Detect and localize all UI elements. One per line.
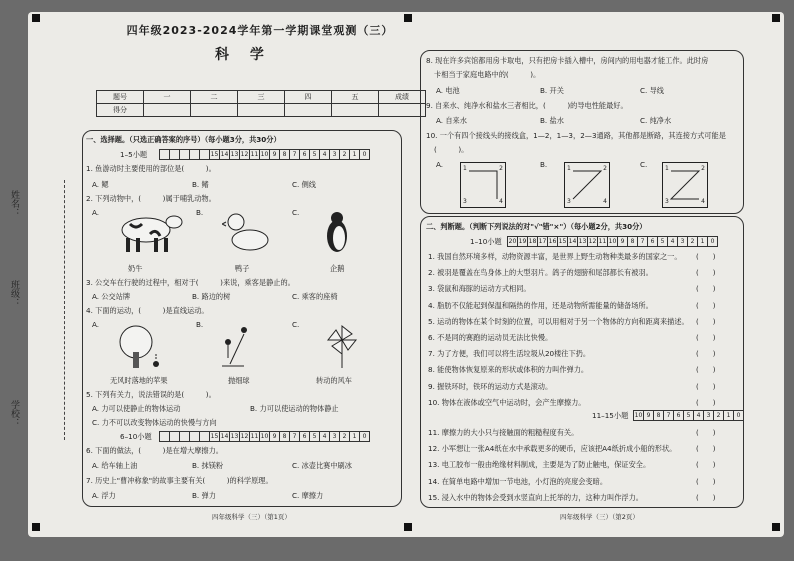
apple-tree-image [110,324,170,370]
answer-paren[interactable]: ( ) [696,445,716,454]
judge-item: 4. 脂肪不仅能起到保温和隔热的作用，还是动物所需能量的储备场所。 [428,300,653,310]
option[interactable]: C. 纯净水 [640,116,672,125]
score-input-cell[interactable] [285,104,332,117]
grid-cell[interactable]: 10 [608,238,617,245]
grid-cell[interactable]: 0 [707,236,718,247]
judge-item: 13. 电工胶布一般由绝缘材料制成，主要是为了防止触电，保证安全。 [428,460,651,470]
grid-cell[interactable]: 10 [260,151,269,158]
answer-paren[interactable]: ( ) [696,461,716,470]
answer-paren[interactable]: ( ) [696,493,716,502]
grid-cell[interactable]: 11 [250,151,259,158]
grid-cell[interactable]: 7 [289,149,300,160]
option[interactable]: A. 自来水 [436,116,467,125]
question-2: 2. 下列动物中，( )属于哺乳动物。 [86,194,216,203]
grid-cell[interactable]: 13 [230,151,239,158]
grid-cell[interactable]: 8 [279,431,290,442]
grid-cell[interactable]: 8 [653,410,664,421]
image-caption: 无风时落地的苹果 [110,376,168,385]
judge-item: 8. 能使物体恢复原来的形状或体积的力叫作弹力。 [428,365,589,375]
image-caption: 抛细球 [228,376,250,385]
question-9: 9. 自来水、纯净水和盐水三者相比，( )的导电性能最好。 [426,101,628,110]
grid-cell[interactable]: 0 [359,431,370,442]
judge-item: 1. 我国自然环境多样，动物资源丰富，是世界上野生动物种类最多的国家之一。 [428,252,682,261]
pinwheel-image [322,324,362,370]
answer-paren[interactable]: ( ) [696,317,716,326]
judge-item: 5. 运动的物体在某个时刻的位置，可以用相对于另一个物体的方向和距离来描述。 [428,316,689,326]
option[interactable]: B. 开关 [540,86,564,95]
option[interactable]: C. 冰壶比赛中刷冰 [292,461,352,470]
school-label: 学校： [9,400,19,427]
answer-paren[interactable]: ( ) [696,398,716,407]
registration-mark [404,523,412,531]
section-title: 一、选择题。（只选正确答案的序号）（每小题3分，共30分） [86,135,281,144]
option[interactable]: C. 力不可以改变物体运动的快慢与方向 [92,418,217,427]
option[interactable]: B. 路边的树 [192,292,231,301]
grid-cell[interactable]: 3 [329,431,340,442]
grid-cell[interactable]: 12 [240,151,249,158]
judge-item: 6. 不是同的赛跑的运动员无法比快慢。 [428,333,553,342]
grid-cell[interactable]: 12 [588,238,597,245]
name-label: 姓名： [9,190,19,217]
grid-cell[interactable]: 16 [548,238,557,245]
score-grid[interactable] [160,431,370,442]
judge-item: 12. 小军想让一张A4纸在水中承载更多的硬币，应该把A4纸折成小船的形状。 [428,444,677,454]
grid-cell[interactable]: 11 [250,433,259,440]
grid-cell[interactable]: 2 [687,236,698,247]
grid-label: 1–10小题 [470,237,502,246]
image-caption: 奶牛 [128,264,143,273]
wiring-diagram-b: 1 2 3 4 [564,162,610,208]
grid-label: 1–5小题 [120,150,148,159]
judge-item: 9. 握铁环时，铁环的运动方式是滚动。 [428,381,553,391]
answer-paren[interactable]: ( ) [696,350,716,359]
grid-cell[interactable]: 7 [637,236,648,247]
question-8: 8. 现在许多宾馆都用房卡取电，只有把房卡插入槽中，房间内的用电器才能工作。此时房 [426,56,709,65]
grid-cell[interactable]: 15 [210,433,219,440]
grid-cell[interactable]: 1 [349,431,360,442]
answer-paren[interactable]: ( ) [696,269,716,278]
penguin-image [322,210,352,254]
class-label: 班级： [9,280,19,307]
answer-paren[interactable]: ( ) [696,334,716,342]
question-10: 10. 一个有四个接线头的接线盒，1—2，1—3，2—3通路，其他都是断路，其连接方式可能是 [426,131,726,140]
question-10-cont: ( )。 [434,145,469,154]
grid-cell[interactable]: 14 [220,151,229,158]
option[interactable]: A. [92,208,100,217]
question-3: 3. 公交车在行驶的过程中，相对于( )来说，乘客是静止的。 [86,278,295,287]
grid-cell[interactable]: 1 [723,410,734,421]
binding-margin [2,150,26,450]
option[interactable]: B. 抹镁粉 [192,461,224,470]
grid-cell[interactable]: 19 [518,238,527,245]
grid-cell[interactable]: 7 [663,410,674,421]
answer-paren[interactable]: ( ) [696,382,716,391]
question-6: 6. 下面的做法，( )是在增大摩擦力。 [86,446,223,455]
grid-cell[interactable]: 4 [693,410,704,421]
score-row-header [97,91,426,104]
grid-cell[interactable]: 2 [339,149,350,160]
option[interactable]: A. [92,320,100,329]
question-1: 1. 鱼游动时主要使用的部位是( )。 [86,164,216,173]
score-grid[interactable] [160,149,370,160]
question-7: 7. 历史上"曹冲称象"的故事主要有关( )的科学原理。 [86,476,273,485]
option[interactable]: A. 浮力 [92,491,116,500]
answer-paren[interactable]: ( ) [696,366,716,375]
page-footer: 四年级科学（三）（第1页） [212,513,291,521]
judge-item: 3. 袋鼠和海豚的运动方式相同。 [428,284,531,294]
grid-cell[interactable]: 3 [329,149,340,160]
subject-title: 科 学 [215,47,272,63]
judge-item: 14. 在简单电路中增加一节电池，小灯泡的亮度会变暗。 [428,476,608,486]
grid-cell[interactable]: 13 [230,433,239,440]
grid-cell[interactable]: 14 [568,238,577,245]
grid-cell[interactable]: 5 [309,431,320,442]
option[interactable]: C. 导线 [640,86,664,95]
question-8-cont: 卡相当于家庭电路中的( )。 [434,70,541,79]
table-cell: 得分 [97,104,144,117]
grid-cell[interactable]: 15 [558,238,567,245]
grid-cell[interactable]: 4 [319,431,330,442]
option[interactable]: C. [640,160,648,169]
binding-line [64,180,65,440]
wiring-diagram-a: 1 2 3 4 [460,162,506,208]
option[interactable]: C. 摩擦力 [292,491,324,500]
option[interactable]: B. 力可以使运动的物体静止 [250,404,339,413]
grid-cell[interactable]: 5 [309,149,320,160]
grid-cell[interactable]: 1 [697,236,708,247]
table-cell: 二 [191,91,238,104]
grid-cell[interactable]: 9 [269,149,280,160]
grid-cell[interactable]: 8 [279,149,290,160]
judge-item: 10. 物体在液体或空气中运动时，会产生摩擦力。 [428,397,586,407]
cow-image [112,210,184,254]
grid-label: 6–10小题 [120,432,152,441]
image-caption: 鸭子 [235,264,250,273]
judge-item: 7. 为了方便，我们可以将生活垃圾从20楼往下扔。 [428,349,591,359]
option[interactable]: A. 公交站牌 [92,292,131,301]
image-caption: 企鹅 [330,264,345,273]
grid-cell[interactable]: 15 [210,151,219,158]
grid-cell[interactable]: 0 [359,149,370,160]
option[interactable]: B. 鳍 [192,180,209,189]
grid-cell[interactable]: 6 [299,149,310,160]
grid-cell[interactable]: 5 [657,236,668,247]
answer-paren[interactable]: ( ) [696,429,716,437]
judge-item: 2. 被羽是覆盖在鸟身体上的大型羽片。鸽子的翅膀和尾部都长有被羽。 [428,268,653,278]
table-cell: 一 [144,91,191,104]
grid-cell[interactable]: 3 [677,236,688,247]
answer-paren[interactable]: ( ) [696,477,716,486]
question-5: 5. 下列有关力，说法错误的是( )。 [86,390,216,399]
score-input-cell[interactable] [144,104,191,117]
grid-cell[interactable]: 9 [269,431,280,442]
grid-cell[interactable]: 2 [339,431,350,442]
grid-cell[interactable]: 4 [319,149,330,160]
question-4: 4. 下面的运动，( )是直线运动。 [86,306,209,315]
throwing-ball-image [214,324,264,370]
judge-item: 15. 浸入水中的物体会受到水竖直向上托举的力，这种力叫作浮力。 [428,492,643,502]
option[interactable]: A. 给车轴上油 [92,461,138,470]
option[interactable]: A. 电池 [436,86,460,95]
score-grid[interactable] [508,236,718,247]
score-input-cell[interactable] [191,104,238,117]
grid-cell[interactable]: 14 [220,433,229,440]
option[interactable]: A. 鳃 [92,180,109,189]
grid-cell[interactable]: 12 [240,433,249,440]
answer-paren[interactable]: ( ) [696,253,716,261]
registration-mark [32,14,40,22]
duck-image [222,210,272,254]
score-input-cell[interactable] [238,104,285,117]
grid-label: 11–15小题 [592,411,629,420]
grid-cell[interactable]: 7 [289,431,300,442]
section-title: 二、判断题。（判断下列说法的对"√"错"×"）（每小题2分，共30分） [426,222,647,231]
table-cell: 题号 [97,91,144,104]
grid-cell[interactable]: 8 [627,236,638,247]
score-input-cell[interactable] [332,104,379,117]
table-cell: 三 [238,91,285,104]
grid-cell[interactable]: 20 [508,238,517,245]
option[interactable]: B. [540,160,548,169]
grid-cell[interactable]: 9 [617,236,628,247]
option[interactable]: B. 弹力 [192,491,216,500]
option[interactable]: B. [196,208,204,217]
grid-cell[interactable]: 6 [673,410,684,421]
grid-cell[interactable]: 17 [538,238,547,245]
image-caption: 转动的风车 [316,376,352,385]
option[interactable]: A. 力可以使静止的物体运动 [92,404,181,413]
page-footer: 四年级科学（三）（第2页） [560,513,639,521]
grid-cell[interactable]: 1 [349,149,360,160]
grid-cell[interactable]: 10 [260,433,269,440]
answer-paren[interactable]: ( ) [696,301,716,310]
registration-mark [772,14,780,22]
table-cell: 五 [332,91,379,104]
grid-cell[interactable]: 0 [733,410,744,421]
option[interactable]: C. [292,320,300,329]
grid-cell[interactable]: 13 [578,238,587,245]
score-input-cell[interactable] [379,104,426,117]
option[interactable]: C. 乘客的座椅 [292,292,338,301]
score-table [96,90,426,117]
grid-cell[interactable]: 6 [299,431,310,442]
table-cell: 成绩 [379,91,426,104]
option[interactable]: C. [292,208,300,217]
grid-cell[interactable]: 4 [667,236,678,247]
answer-paren[interactable]: ( ) [696,285,716,294]
option[interactable]: C. 侧线 [292,180,316,189]
grid-cell[interactable]: 5 [683,410,694,421]
grid-cell[interactable]: 9 [643,410,654,421]
grid-cell[interactable]: 11 [598,238,607,245]
score-grid[interactable] [634,410,744,421]
grid-cell[interactable]: 6 [647,236,658,247]
judge-item: 11. 摩擦力的大小只与接触面的粗糙程度有关。 [428,428,579,437]
wiring-diagram-c: 1 2 3 4 [662,162,708,208]
registration-mark [772,523,780,531]
grid-cell[interactable]: 2 [713,410,724,421]
option[interactable]: B. 盐水 [540,116,564,125]
grid-cell[interactable]: 3 [703,410,714,421]
score-row-values [97,104,426,117]
table-cell: 四 [285,91,332,104]
option[interactable]: A. [436,160,444,169]
registration-mark [404,14,412,22]
registration-mark [32,523,40,531]
exam-title: 四年级2023-2024学年第一学期课堂观测（三） [126,24,394,37]
grid-cell[interactable]: 18 [528,238,537,245]
option[interactable]: B. [196,320,204,329]
grid-cell[interactable]: 10 [634,412,643,419]
